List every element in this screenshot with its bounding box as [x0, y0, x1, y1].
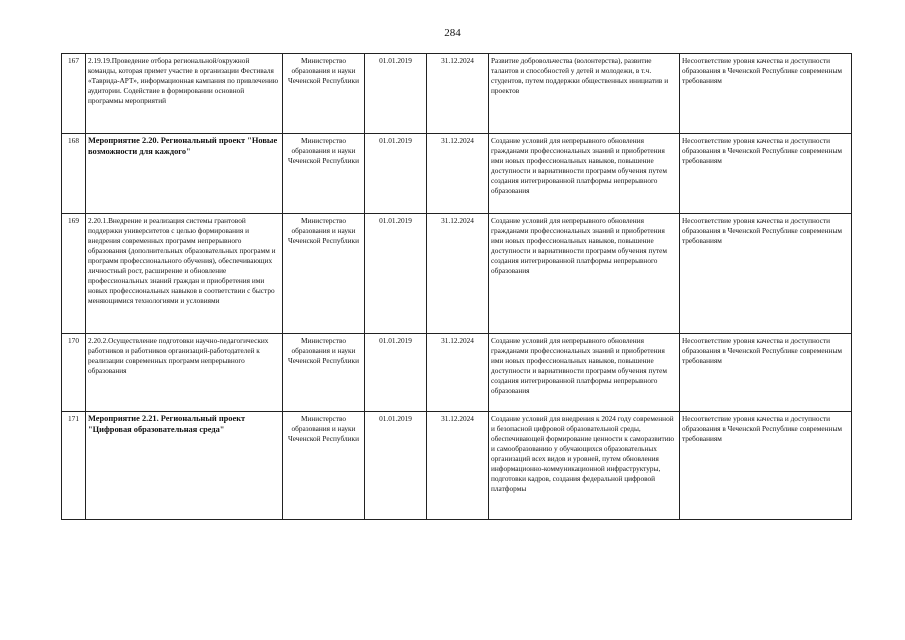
measure-name: Мероприятие 2.21. Региональный проект "Цифровая образовательная среда" [86, 412, 283, 520]
measure-name: 2.20.1.Внедрение и реализация системы грантовой поддержки университетов с целью формирования и внедрения современных программ непрерывного образования (дополнительных образовательных программ и программ профессионального обучения), обеспечивающих личностный рост, расширение и обновление профессиональных знаний граждан и приобретения ими новых профессиональных навыков в соответствии с быстро меняющимися технологиями и условиями [86, 214, 283, 334]
start-date: 01.01.2019 [365, 334, 427, 412]
expected-result: Создание условий для внедрения к 2024 году современной и безопасной цифровой образовательной среды, обеспечивающей формирование ценности к саморазвитию и самообразованию у обучающихся образовательных организаций всех видов и уровней, путем обновления информационно-коммуникационной инфраструктуры, подготовки кадров, создания федеральной цифровой платформы [489, 412, 680, 520]
table-row [62, 214, 852, 334]
row-number: 170 [62, 334, 86, 412]
responsible-executor: Министерство образования и науки Чеченской Республики [283, 54, 365, 134]
responsible-executor: Министерство образования и науки Чеченской Республики [283, 334, 365, 412]
risk-consequence: Несоответствие уровня качества и доступности образования в Чеченской Республике современным требованиям [680, 134, 852, 214]
page-number: 284 [444, 27, 461, 39]
table-row [62, 134, 852, 214]
expected-result: Создание условий для непрерывного обновления гражданами профессиональных знаний и приобретения ими новых профессиональных навыков, повышение доступности и вариативности программ обучения путем создания интегрированной платформы непрерывного образования [489, 334, 680, 412]
risk-consequence: Несоответствие уровня качества и доступности образования в Чеченской Республике современным требованиям [680, 54, 852, 134]
measure-name: Мероприятие 2.20. Региональный проект "Новые возможности для каждого" [86, 134, 283, 214]
expected-result: Создание условий для непрерывного обновления гражданами профессиональных знаний и приобретения ими новых профессиональных навыков, повышение доступности и вариативности программ обучения путем создания интегрированной платформы непрерывного образования [489, 134, 680, 214]
row-number: 169 [62, 214, 86, 334]
row-number: 167 [62, 54, 86, 134]
risk-consequence: Несоответствие уровня качества и доступности образования в Чеченской Республике современным требованиям [680, 412, 852, 520]
end-date: 31.12.2024 [427, 134, 489, 214]
row-number: 168 [62, 134, 86, 214]
measure-name: 2.19.19.Проведение отбора региональной/окружной команды, которая примет участие в организации Фестиваля «Таврида-АРТ», информационная кампания по привлечению аудитории. Содействие в формировании основной программы мероприятий [86, 54, 283, 134]
start-date: 01.01.2019 [365, 54, 427, 134]
expected-result: Развитие добровольчества (волонтерства), развитие талантов и способностей у детей и молодежи, в т.ч. студентов, путем поддержки общественных инициатив и проектов [489, 54, 680, 134]
expected-result: Создание условий для непрерывного обновления гражданами профессиональных знаний и приобретения ими новых профессиональных навыков, повышение доступности и вариативности программ обучения путем создания интегрированной платформы непрерывного образования [489, 214, 680, 334]
end-date: 31.12.2024 [427, 54, 489, 134]
responsible-executor: Министерство образования и науки Чеченской Республики [283, 134, 365, 214]
start-date: 01.01.2019 [365, 214, 427, 334]
start-date: 01.01.2019 [365, 412, 427, 520]
risk-consequence: Несоответствие уровня качества и доступности образования в Чеченской Республике современным требованиям [680, 214, 852, 334]
end-date: 31.12.2024 [427, 214, 489, 334]
responsible-executor: Министерство образования и науки Чеченской Республики [283, 214, 365, 334]
table-row [62, 412, 852, 520]
program-table [61, 53, 852, 520]
start-date: 01.01.2019 [365, 134, 427, 214]
table-row [62, 54, 852, 134]
end-date: 31.12.2024 [427, 334, 489, 412]
measure-name: 2.20.2.Осуществление подготовки научно-педагогических работников и работников организаций-работодателей к реализации современных программ непрерывного образования [86, 334, 283, 412]
row-number: 171 [62, 412, 86, 520]
table-row [62, 334, 852, 412]
risk-consequence: Несоответствие уровня качества и доступности образования в Чеченской Республике современным требованиям [680, 334, 852, 412]
end-date: 31.12.2024 [427, 412, 489, 520]
responsible-executor: Министерство образования и науки Чеченской Республики [283, 412, 365, 520]
